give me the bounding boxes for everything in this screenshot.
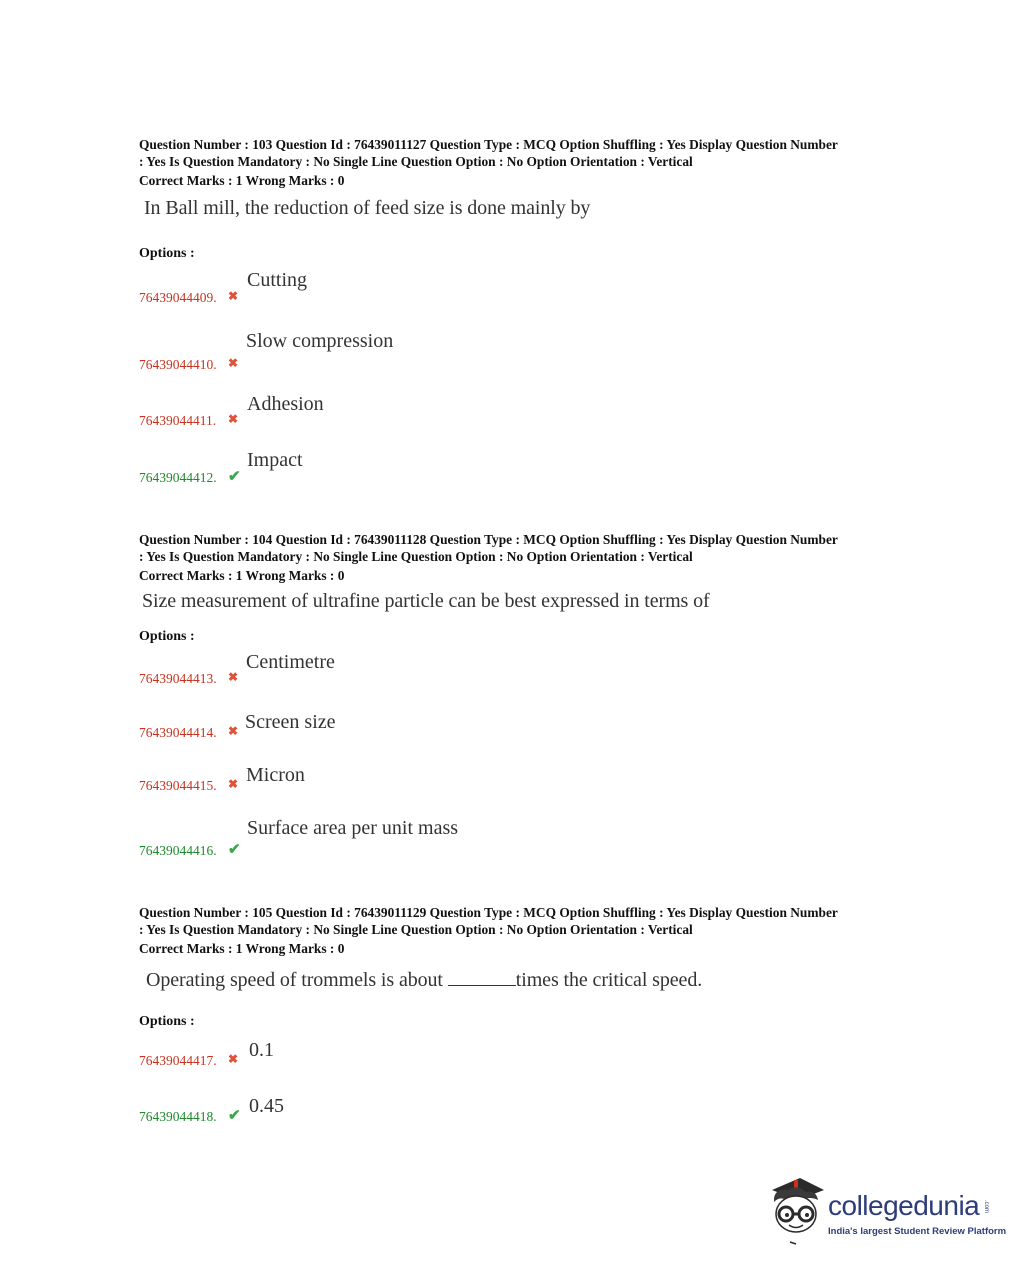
question-text: Size measurement of ultrafine particle can be best expressed in terms of xyxy=(142,590,710,612)
option-id: 76439044415. xyxy=(139,778,217,793)
question-meta xyxy=(139,904,909,938)
option-76439044410 xyxy=(139,329,839,372)
logo-tagline: India's largest Student Review Platform xyxy=(828,1226,1007,1237)
option-text: Impact xyxy=(247,449,303,471)
meta-line-1: Question Number : 105 Question Id : 76439011129 Question Type : MCQ Option Shuffling : Yes Display Question Number xyxy=(139,905,838,920)
option-id: 76439044416. xyxy=(139,843,217,858)
question-marks: Correct Marks : 1 Wrong Marks : 0 xyxy=(139,173,345,188)
option-id: 76439044412. xyxy=(139,470,217,485)
meta-line-2: : Yes Is Question Mandatory : No Single Line Question Option : No Option Orientation : Vertical xyxy=(139,922,693,937)
cross-icon: ✖ xyxy=(228,777,239,791)
question-marks: Correct Marks : 1 Wrong Marks : 0 xyxy=(139,568,345,583)
question-104 xyxy=(139,531,909,858)
option-id: 76439044414. xyxy=(139,725,217,740)
fill-in-blank xyxy=(448,967,516,986)
question-marks: Correct Marks : 1 Wrong Marks : 0 xyxy=(139,941,345,956)
logo-wordmark: collegedunia xyxy=(828,1190,980,1221)
cross-icon: ✖ xyxy=(228,724,239,738)
option-id: 76439044410. xyxy=(139,357,217,372)
option-text: Cutting xyxy=(247,269,308,291)
question-text-before: Operating speed of trommels is about xyxy=(146,969,448,991)
option-id: 76439044409. xyxy=(139,290,217,305)
check-icon: ✔ xyxy=(228,842,241,858)
check-icon: ✔ xyxy=(228,1108,241,1124)
student-mascot-icon xyxy=(766,1176,828,1250)
option-id: 76439044418. xyxy=(139,1109,217,1124)
option-76439044417 xyxy=(139,1039,839,1079)
cross-icon: ✖ xyxy=(228,356,239,370)
option-76439044414 xyxy=(139,711,839,751)
option-id: 76439044413. xyxy=(139,671,217,686)
question-105 xyxy=(139,904,909,1124)
option-text: Micron xyxy=(246,764,305,786)
logo-suffix: .com xyxy=(983,1200,989,1214)
option-76439044416 xyxy=(139,817,839,857)
question-text: In Ball mill, the reduction of feed size is done mainly by xyxy=(144,197,591,219)
option-text: 0.45 xyxy=(249,1095,284,1117)
question-103 xyxy=(139,136,909,485)
check-icon: ✔ xyxy=(228,469,241,485)
meta-line-1: Question Number : 103 Question Id : 76439011127 Question Type : MCQ Option Shuffling : Yes Display Question Number xyxy=(139,137,838,152)
cross-icon: ✖ xyxy=(228,289,239,303)
options-label: Options : xyxy=(139,1014,195,1029)
question-text-after: times the critical speed. xyxy=(515,969,703,991)
cross-icon: ✖ xyxy=(228,1052,239,1066)
option-text: Adhesion xyxy=(247,393,324,415)
option-text: 0.1 xyxy=(249,1039,274,1061)
option-text: Centimetre xyxy=(246,651,335,673)
cross-icon: ✖ xyxy=(228,670,239,684)
meta-line-2: : Yes Is Question Mandatory : No Single Line Question Option : No Option Orientation : Vertical xyxy=(139,154,693,169)
option-text: Slow compression xyxy=(246,330,394,352)
collegedunia-logo xyxy=(766,1176,1007,1250)
cross-icon: ✖ xyxy=(228,412,239,426)
question-meta xyxy=(139,531,909,565)
meta-line-2: : Yes Is Question Mandatory : No Single Line Question Option : No Option Orientation : Vertical xyxy=(139,549,693,564)
option-76439044413 xyxy=(139,651,839,691)
question-text xyxy=(146,967,909,992)
option-text: Screen size xyxy=(245,711,336,733)
option-76439044415 xyxy=(139,764,839,804)
option-76439044412 xyxy=(139,449,839,489)
option-id: 76439044417. xyxy=(139,1053,217,1068)
option-76439044418 xyxy=(139,1095,839,1135)
options-label: Options : xyxy=(139,246,195,261)
option-76439044409 xyxy=(139,269,839,309)
option-id: 76439044411. xyxy=(139,413,217,428)
option-text: Surface area per unit mass xyxy=(247,817,459,839)
question-meta xyxy=(139,136,909,170)
options-label: Options : xyxy=(139,629,195,644)
meta-line-1: Question Number : 104 Question Id : 76439011128 Question Type : MCQ Option Shuffling : Yes Display Question Number xyxy=(139,532,838,547)
option-76439044411 xyxy=(139,392,839,432)
